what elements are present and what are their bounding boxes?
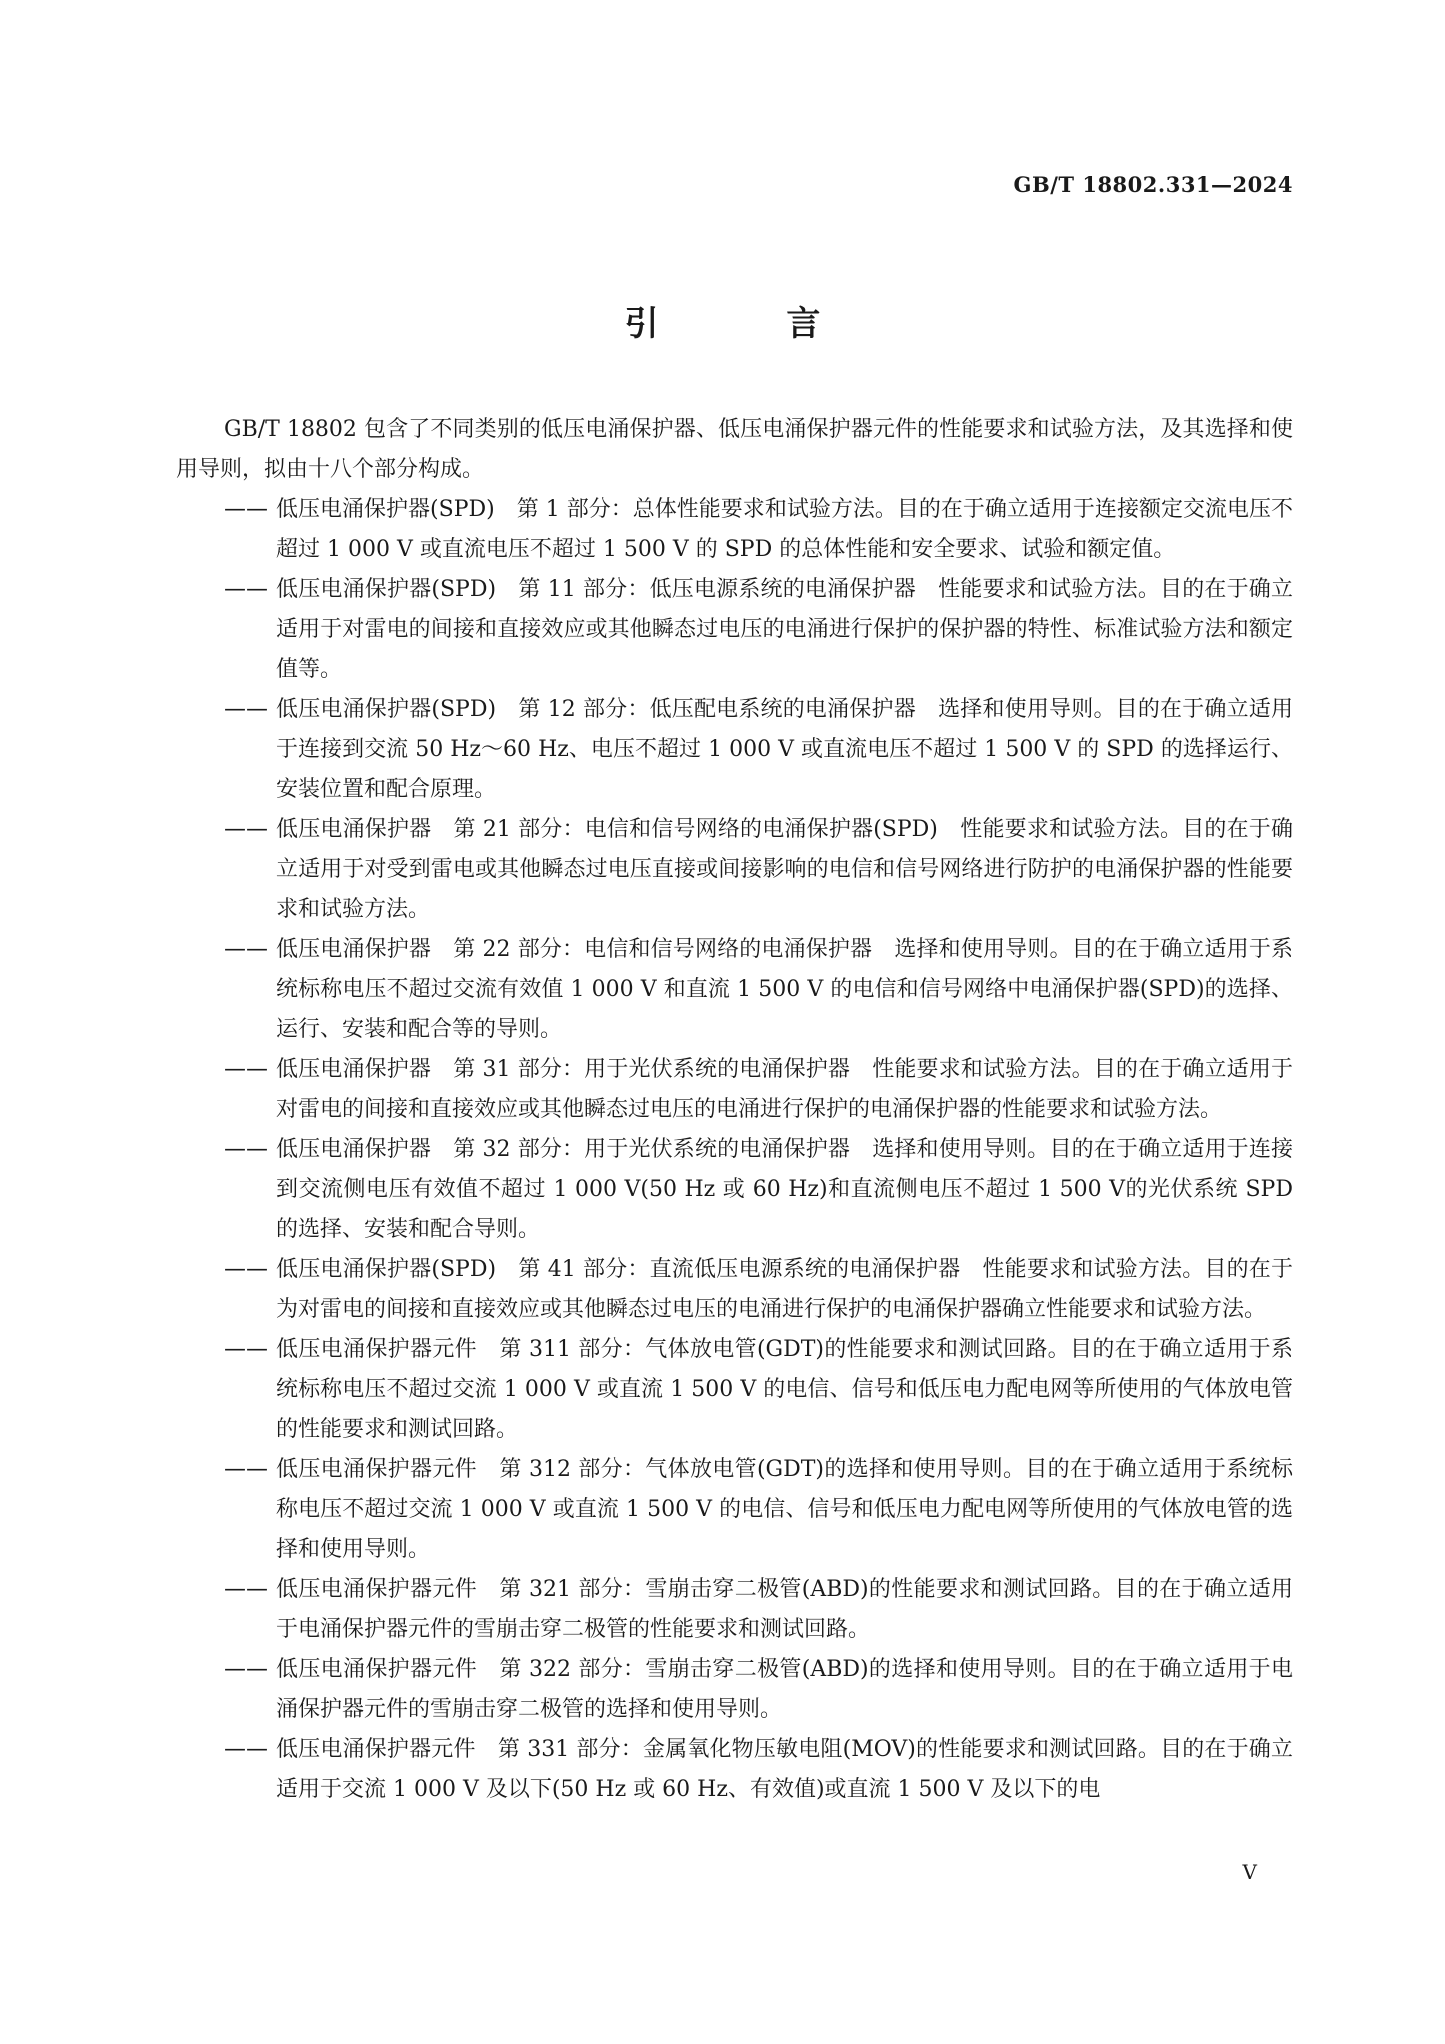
page-number: V — [1242, 1860, 1257, 1884]
list-item — [176, 930, 1293, 1050]
dash-marker: —— — [224, 497, 268, 522]
list-item-text: 低压电涌保护器 第 22 部分：电信和信号网络的电涌保护器 选择和使用导则。目的在于确立适用于系统标称电压不超过交流有效值 1 000 V 和直流 1 500 V 的电信和信号网络中电涌保护器(SPD)的选择、运行、安装和配合等的导则。 — [276, 937, 1293, 1042]
list-item-text: 低压电涌保护器元件 第 322 部分：雪崩击穿二极管(ABD)的选择和使用导则。目的在于确立适用于电涌保护器元件的雪崩击穿二极管的选择和使用导则。 — [276, 1657, 1293, 1722]
dash-marker: —— — [224, 817, 268, 842]
list-item — [176, 1450, 1293, 1570]
part-list — [176, 490, 1293, 1810]
list-item — [176, 1730, 1293, 1810]
list-item-text: 低压电涌保护器 第 32 部分：用于光伏系统的电涌保护器 选择和使用导则。目的在于确立适用于连接到交流侧电压有效值不超过 1 000 V(50 Hz 或 60 Hz)和直流侧电压不超过 1 500 V的光伏系统 SPD 的选择、安装和配合导则。 — [276, 1137, 1293, 1242]
list-item — [176, 1050, 1293, 1130]
dash-marker: —— — [224, 577, 268, 602]
dash-marker: —— — [224, 697, 268, 722]
list-item — [176, 490, 1293, 570]
list-item-text: 低压电涌保护器(SPD) 第 12 部分：低压配电系统的电涌保护器 选择和使用导则。目的在于确立适用于连接到交流 50 Hz～60 Hz、电压不超过 1 000 V 或直流电压不超过 1 500 V 的 SPD 的选择运行、安装位置和配合原理。 — [276, 697, 1293, 802]
list-item-text: 低压电涌保护器元件 第 312 部分：气体放电管(GDT)的选择和使用导则。目的在于确立适用于系统标称电压不超过交流 1 000 V 或直流 1 500 V 的电信、信号和低压电力配电网等所使用的气体放电管的选择和使用导则。 — [276, 1457, 1293, 1562]
list-item — [176, 1130, 1293, 1250]
list-item — [176, 570, 1293, 690]
document-code: GB/T 18802.331—2024 — [1013, 172, 1293, 197]
dash-marker: —— — [224, 1057, 268, 1082]
list-item — [176, 1650, 1293, 1730]
dash-marker: —— — [224, 1577, 268, 1602]
list-item-text: 低压电涌保护器 第 31 部分：用于光伏系统的电涌保护器 性能要求和试验方法。目的在于确立适用于对雷电的间接和直接效应或其他瞬态过电压的电涌进行保护的电涌保护器的性能要求和试验方法。 — [276, 1057, 1293, 1122]
dash-marker: —— — [224, 1137, 268, 1162]
dash-marker: —— — [224, 1457, 268, 1482]
intro-paragraph: GB/T 18802 包含了不同类别的低压电涌保护器、低压电涌保护器元件的性能要求和试验方法，及其选择和使用导则，拟由十八个部分构成。 — [176, 417, 1293, 482]
list-item-text: 低压电涌保护器元件 第 311 部分：气体放电管(GDT)的性能要求和测试回路。目的在于确立适用于系统标称电压不超过交流 1 000 V 或直流 1 500 V 的电信、信号和低压电力配电网等所使用的气体放电管的性能要求和测试回路。 — [276, 1337, 1293, 1442]
list-item-text: 低压电涌保护器(SPD) 第 1 部分：总体性能要求和试验方法。目的在于确立适用于连接额定交流电压不超过 1 000 V 或直流电压不超过 1 500 V 的 SPD 的总体性能和安全要求、试验和额定值。 — [276, 497, 1293, 562]
body-text — [176, 410, 1293, 1810]
dash-marker: —— — [224, 1257, 268, 1282]
list-item-text: 低压电涌保护器(SPD) 第 11 部分：低压电源系统的电涌保护器 性能要求和试验方法。目的在于确立适用于对雷电的间接和直接效应或其他瞬态过电压的电涌进行保护的保护器的特性、标准试验方法和额定值等。 — [276, 577, 1293, 682]
list-item-text: 低压电涌保护器 第 21 部分：电信和信号网络的电涌保护器(SPD) 性能要求和试验方法。目的在于确立适用于对受到雷电或其他瞬态过电压直接或间接影响的电信和信号网络进行防护的电涌保护器的性能要求和试验方法。 — [276, 817, 1293, 922]
dash-marker: —— — [224, 1337, 268, 1362]
dash-marker: —— — [224, 1657, 268, 1682]
list-item — [176, 690, 1293, 810]
list-item — [176, 1250, 1293, 1330]
list-item — [176, 1330, 1293, 1450]
list-item-text: 低压电涌保护器(SPD) 第 41 部分：直流低压电源系统的电涌保护器 性能要求和试验方法。目的在于为对雷电的间接和直接效应或其他瞬态过电压的电涌进行保护的电涌保护器确立性能要求和试验方法。 — [276, 1257, 1293, 1322]
section-title: 引 言 — [624, 304, 879, 344]
dash-marker: —— — [224, 937, 268, 962]
list-item-text: 低压电涌保护器元件 第 321 部分：雪崩击穿二极管(ABD)的性能要求和测试回路。目的在于确立适用于电涌保护器元件的雪崩击穿二极管的性能要求和测试回路。 — [276, 1577, 1293, 1642]
list-item — [176, 810, 1293, 930]
dash-marker: —— — [224, 1737, 268, 1762]
list-item-text: 低压电涌保护器元件 第 331 部分：金属氧化物压敏电阻(MOV)的性能要求和测试回路。目的在于确立适用于交流 1 000 V 及以下(50 Hz 或 60 Hz、有效值)或直流 1 500 V 及以下的电 — [276, 1737, 1293, 1802]
list-item — [176, 1570, 1293, 1650]
